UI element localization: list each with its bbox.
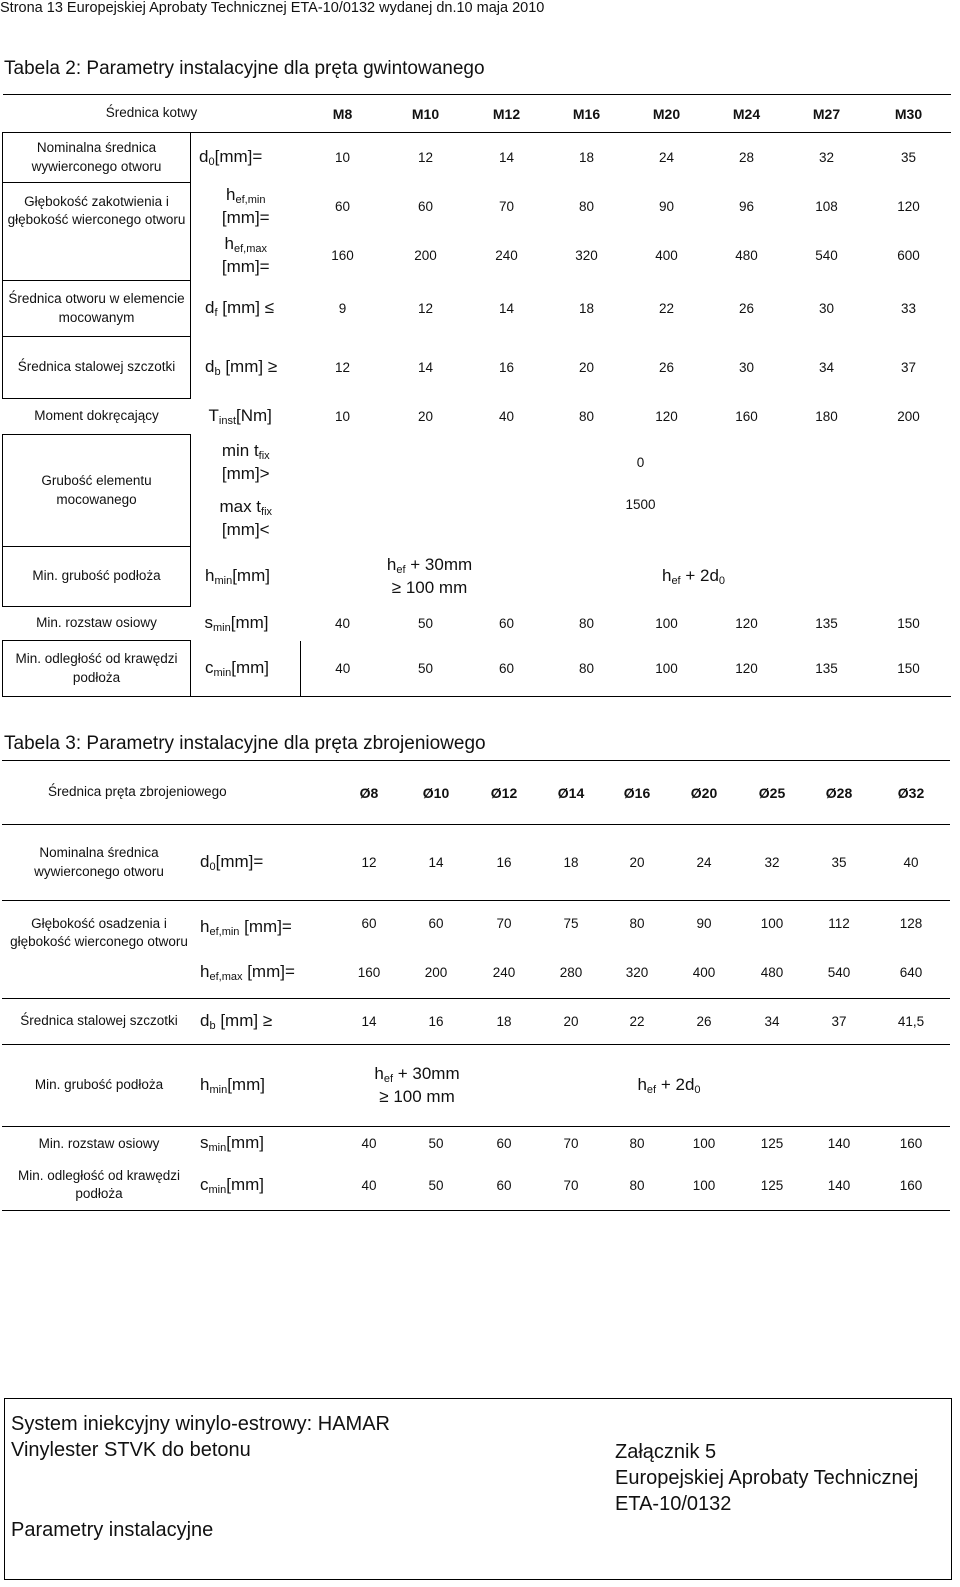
t2-tfix-max-value: 1500 xyxy=(625,496,656,512)
t3-db-value: 18 xyxy=(496,1014,512,1029)
t3-cmin-value: 50 xyxy=(402,1161,470,1211)
t2-row-smin xyxy=(3,607,951,641)
t3-cmin-value: 40 xyxy=(336,1161,402,1211)
t3-db-value: 41,5 xyxy=(897,1014,925,1029)
t2-hef-min-value: 60 xyxy=(418,199,434,214)
t2-df-value: 30 xyxy=(819,301,835,316)
t2-cmin-value: 100 xyxy=(627,641,707,697)
t2-cmin-value: 80 xyxy=(547,641,627,697)
t3-hmin-formula-a: $h_{ef} + 30mm$ ≥ 100 mm xyxy=(336,1045,538,1127)
t2-tinst-value: 200 xyxy=(897,409,920,424)
t3-hef-min-value: 112 xyxy=(828,916,850,932)
t3-d0-value: 14 xyxy=(402,825,470,901)
t3-header-row xyxy=(2,761,950,825)
t2-d0-value: 32 xyxy=(819,150,835,166)
t3-size: Ø25 xyxy=(738,761,806,825)
t3-smin-value: 125 xyxy=(760,1136,784,1152)
t2-row-d0 xyxy=(3,133,951,183)
t2-row-hef-min xyxy=(3,183,951,231)
table-3-caption: Tabela 3: Parametry instalacyjne dla pręta zbrojeniowego xyxy=(4,733,486,754)
t2-hmin-symbol: $h_{min}[mm]$ xyxy=(205,566,270,588)
t3-size: Ø12 xyxy=(470,761,538,825)
t2-smin-symbol: $s_{min}[mm]$ xyxy=(204,613,269,635)
t2-db-symbol: $d_b$ [mm] ≥ xyxy=(205,357,278,379)
t2-d0-value: 14 xyxy=(499,150,515,166)
t2-d0-value: 24 xyxy=(659,150,675,166)
footer-annex: Załącznik 5 xyxy=(615,1441,717,1463)
t2-cmin-value: 60 xyxy=(467,641,547,697)
t2-hef-min-value: 120 xyxy=(897,199,920,214)
t2-smin-value: 50 xyxy=(418,616,434,631)
t2-hef-min-value: 60 xyxy=(335,199,351,214)
footer-box xyxy=(4,1398,952,1580)
t2-d0-value: 28 xyxy=(739,150,755,166)
t3-hef-min-value: 60 xyxy=(361,916,377,932)
t3-cmin-value: 80 xyxy=(604,1161,670,1211)
table-3 xyxy=(2,760,950,1211)
t3-smin-value: 100 xyxy=(692,1136,716,1152)
t2-db-value: 16 xyxy=(499,360,515,375)
t2-row-df xyxy=(3,281,951,337)
t2-d0-value: 35 xyxy=(901,150,917,166)
t3-row-hef-min xyxy=(2,901,950,947)
t3-size: Ø28 xyxy=(806,761,872,825)
t2-d0-label: Nominalna średnica wywierconego otworu xyxy=(3,133,191,183)
t3-hef-max-value: 280 xyxy=(538,947,604,999)
t2-hef-max-value: 600 xyxy=(897,248,920,263)
t2-hef-min-value: 70 xyxy=(499,199,515,214)
t3-smin-value: 80 xyxy=(629,1136,645,1152)
t2-size: M8 xyxy=(301,95,385,133)
t3-db-label: Średnica stalowej szczotki xyxy=(20,1013,178,1029)
t3-d0-value: 40 xyxy=(872,825,950,901)
t3-db-value: 20 xyxy=(563,1014,579,1029)
t2-hef-max-value: 400 xyxy=(655,248,678,263)
t2-df-value: 26 xyxy=(739,301,755,316)
t2-df-symbol: $d_f$ [mm] ≤ xyxy=(205,298,275,320)
t3-row-d0 xyxy=(2,825,950,901)
t2-smin-value: 40 xyxy=(335,616,351,631)
t3-hef-min-value: 75 xyxy=(563,916,579,932)
t3-smin-symbol: $s_{min}[mm]$ xyxy=(200,1133,265,1155)
t3-d0-value: 24 xyxy=(670,825,738,901)
t3-db-value: 37 xyxy=(831,1014,847,1029)
t2-head-label: Średnica kotwy xyxy=(3,95,301,133)
t2-smin-value: 100 xyxy=(655,616,678,631)
t3-hef-min-value: 60 xyxy=(428,916,444,932)
t3-db-value: 22 xyxy=(629,1014,645,1029)
t2-tfix-min-symbol: $\min t_{fix}$ [mm]> xyxy=(221,440,270,483)
t2-hef-max-value: 200 xyxy=(414,248,437,263)
t3-d0-value: 16 xyxy=(470,825,538,901)
t2-smin-value: 120 xyxy=(735,616,758,631)
t2-cmin-value: 150 xyxy=(867,641,951,697)
t3-d0-value: 18 xyxy=(538,825,604,901)
t3-hef-max-value: 480 xyxy=(738,947,806,999)
t3-cmin-value: 125 xyxy=(738,1161,806,1211)
t3-db-value: 14 xyxy=(361,1014,377,1029)
t2-smin-value: 135 xyxy=(815,616,838,631)
table-2-caption: Tabela 2: Parametry instalacyjne dla pręta gwintowanego xyxy=(4,58,485,79)
t3-smin-value: 40 xyxy=(361,1136,377,1152)
t3-cmin-label: Min. odległość od krawędzi podłoża xyxy=(2,1161,196,1211)
t2-db-label: Średnica stalowej szczotki xyxy=(3,337,191,399)
page-header: Strona 13 Europejskiej Aprobaty Technicznej ETA-10/0132 wydanej dn.10 maja 2010 xyxy=(0,0,545,16)
t2-df-value: 12 xyxy=(418,301,434,316)
t2-hef-max-symbol: $h_{ef,max}$ [mm]= xyxy=(221,233,270,276)
t2-tinst-value: 80 xyxy=(579,409,595,424)
t2-row-hmin xyxy=(3,547,951,607)
t2-hef-min-symbol: $h_{ef,min}$ [mm]= xyxy=(221,184,270,227)
t3-size: Ø10 xyxy=(402,761,470,825)
t3-smin-value: 140 xyxy=(827,1136,851,1152)
t3-hmin-symbol: $h_{min}[mm]$ xyxy=(196,1045,336,1127)
t2-hef-min-value: 108 xyxy=(815,199,838,214)
t3-hef-min-value: 80 xyxy=(629,916,645,932)
t3-size: Ø14 xyxy=(538,761,604,825)
t3-cmin-value: 60 xyxy=(470,1161,538,1211)
footer-line-1: System iniekcyjny winylo-estrowy: HAMAR xyxy=(11,1413,390,1435)
t3-cmin-value: 160 xyxy=(872,1161,950,1211)
t2-size: M30 xyxy=(867,95,951,133)
footer-line-2: Vinylester STVK do betonu xyxy=(11,1439,251,1461)
t2-header-row xyxy=(3,95,951,133)
t2-hef-min-value: 96 xyxy=(739,199,755,214)
t2-hmin-formula-a: $h_{ef} + 30mm$ ≥ 100 mm xyxy=(386,554,473,597)
t3-hef-max-value: 400 xyxy=(670,947,738,999)
t3-d0-value: 12 xyxy=(336,825,402,901)
t3-cmin-value: 140 xyxy=(806,1161,872,1211)
t2-tinst-value: 10 xyxy=(335,409,351,424)
t2-cmin-symbol: $c_{min}[mm]$ xyxy=(191,641,301,697)
t3-size: Ø16 xyxy=(604,761,670,825)
t2-row-tfix-min xyxy=(3,435,951,491)
t2-df-value: 9 xyxy=(338,301,347,316)
t3-hef-max-value: 240 xyxy=(470,947,538,999)
t3-hmin-formula-b: $h_{ef} + 2d_0$ xyxy=(538,1045,950,1127)
t2-hef-max-value: 240 xyxy=(495,248,518,263)
t2-df-value: 14 xyxy=(499,301,515,316)
t3-smin-value: 70 xyxy=(563,1136,579,1152)
t3-size: Ø20 xyxy=(670,761,738,825)
t3-db-value: 26 xyxy=(696,1014,712,1029)
t2-db-value: 26 xyxy=(659,360,675,375)
t2-tinst-value: 160 xyxy=(735,409,758,424)
t2-tinst-value: 120 xyxy=(655,409,678,424)
t3-d0-value: 35 xyxy=(806,825,872,901)
t3-db-value: 16 xyxy=(428,1014,444,1029)
t2-df-value: 22 xyxy=(659,301,675,316)
t2-db-value: 14 xyxy=(418,360,434,375)
t2-hef-min-value: 80 xyxy=(579,199,595,214)
t2-tfix-max-symbol: $\max t_{fix}$ [mm]< xyxy=(219,496,273,539)
t2-tinst-value: 40 xyxy=(499,409,515,424)
t3-hef-max-value: 200 xyxy=(402,947,470,999)
t3-hef-min-value: 128 xyxy=(899,916,923,932)
t2-size: M20 xyxy=(627,95,707,133)
t2-hef-max-value: 320 xyxy=(575,248,598,263)
t2-d0-symbol: $d_0[mm]=$ xyxy=(199,147,263,169)
t3-cmin-value: 100 xyxy=(670,1161,738,1211)
t3-cmin-symbol: $c_{min}[mm]$ xyxy=(196,1161,336,1211)
t3-cmin-value: 70 xyxy=(538,1161,604,1211)
t3-smin-label: Min. rozstaw osiowy xyxy=(38,1135,160,1151)
t2-hmin-formula-b: $h_{ef} + 2d_0$ xyxy=(661,566,726,588)
t3-hmin-label: Min. grubość podłoża xyxy=(2,1045,196,1127)
t2-df-value: 33 xyxy=(901,301,917,316)
t2-cmin-value: 50 xyxy=(385,641,467,697)
t2-cmin-label: Min. odległość od krawędzi podłoża xyxy=(3,641,191,697)
t3-d0-symbol: $d_0[mm]=$ xyxy=(196,825,336,901)
t3-db-value: 34 xyxy=(764,1014,780,1029)
t2-tinst-value: 20 xyxy=(418,409,434,424)
footer-approval: Europejskiej Aprobaty Technicznej xyxy=(615,1467,919,1489)
t3-hef-min-value: 100 xyxy=(760,916,784,932)
t3-row-db xyxy=(2,999,950,1045)
t2-size: M24 xyxy=(707,95,787,133)
footer-line-3: Parametry instalacyjne xyxy=(11,1519,214,1541)
t3-size: Ø32 xyxy=(872,761,950,825)
t2-df-label: Średnica otworu w elemencie mocowanym xyxy=(3,281,191,337)
t2-db-value: 12 xyxy=(335,360,351,375)
t3-head-label: Średnica pręta zbrojeniowego xyxy=(2,761,336,825)
t3-hef-max-symbol: $h_{ef,max}$ [mm]= xyxy=(196,947,336,999)
t3-hef-label: Głębokość osadzenia i głębokość wierconego otworu xyxy=(2,901,196,999)
t2-size: M16 xyxy=(547,95,627,133)
t2-db-value: 34 xyxy=(819,360,835,375)
t3-d0-label: Nominalna średnica wywierconego otworu xyxy=(2,825,196,901)
t2-d0-value: 12 xyxy=(418,150,434,166)
t2-hef-max-value: 480 xyxy=(735,248,758,263)
t3-d0-value: 20 xyxy=(604,825,670,901)
t2-tfix-min-value: 0 xyxy=(636,455,645,470)
t2-size: M12 xyxy=(467,95,547,133)
footer-eta-number: ETA-10/0132 xyxy=(615,1493,732,1515)
t3-hef-max-value: 540 xyxy=(806,947,872,999)
t2-hef-label: Głębokość zakotwienia i głębokość wierconego otworu xyxy=(3,183,191,281)
t2-smin-label: Min. rozstaw osiowy xyxy=(36,615,157,631)
t3-row-hmin xyxy=(2,1045,950,1127)
t2-db-value: 20 xyxy=(579,360,595,375)
t3-row-smin xyxy=(2,1127,950,1161)
t2-tinst-symbol: $T_{inst}[Nm]$ xyxy=(208,406,272,428)
t3-row-cmin xyxy=(2,1161,950,1211)
t2-cmin-value: 40 xyxy=(301,641,385,697)
t2-hef-max-value: 160 xyxy=(331,248,354,263)
t2-cmin-value: 135 xyxy=(787,641,867,697)
t2-d0-value: 18 xyxy=(579,150,595,166)
t3-d0-value: 32 xyxy=(738,825,806,901)
t2-size: M27 xyxy=(787,95,867,133)
t3-db-symbol: $d_b$ [mm] ≥ xyxy=(200,1011,273,1033)
t3-smin-value: 60 xyxy=(496,1136,512,1152)
t2-size: M10 xyxy=(385,95,467,133)
t2-hef-min-value: 90 xyxy=(659,199,675,214)
t2-smin-value: 80 xyxy=(579,616,595,631)
t3-hef-min-value: 90 xyxy=(696,916,712,932)
t2-smin-value: 60 xyxy=(499,616,515,631)
t2-cmin-value: 120 xyxy=(707,641,787,697)
t3-hef-max-value: 320 xyxy=(604,947,670,999)
t2-row-db xyxy=(3,337,951,399)
t2-tinst-value: 180 xyxy=(815,409,838,424)
t2-df-value: 18 xyxy=(579,301,595,316)
t3-smin-value: 160 xyxy=(899,1136,923,1152)
t2-hmin-label: Min. grubość podłoża xyxy=(3,547,191,607)
t3-hef-max-value: 160 xyxy=(336,947,402,999)
t2-d0-value: 10 xyxy=(335,150,351,166)
t2-row-tinst xyxy=(3,399,951,435)
table-2 xyxy=(2,94,951,697)
t2-hef-max-value: 540 xyxy=(815,248,838,263)
t2-db-value: 30 xyxy=(739,360,755,375)
t2-tfix-label: Grubość elementu mocowanego xyxy=(3,435,191,547)
t2-row-cmin xyxy=(3,641,951,697)
t3-size: Ø8 xyxy=(336,761,402,825)
t3-smin-value: 50 xyxy=(428,1136,444,1152)
t2-smin-value: 150 xyxy=(897,616,920,631)
t3-hef-max-value: 640 xyxy=(872,947,950,999)
t2-tinst-label: Moment dokręcający xyxy=(34,408,159,424)
t2-db-value: 37 xyxy=(901,360,917,375)
t3-hef-min-value: 70 xyxy=(496,916,512,932)
t3-hef-min-symbol: $h_{ef,min}$ [mm]= xyxy=(200,917,292,939)
